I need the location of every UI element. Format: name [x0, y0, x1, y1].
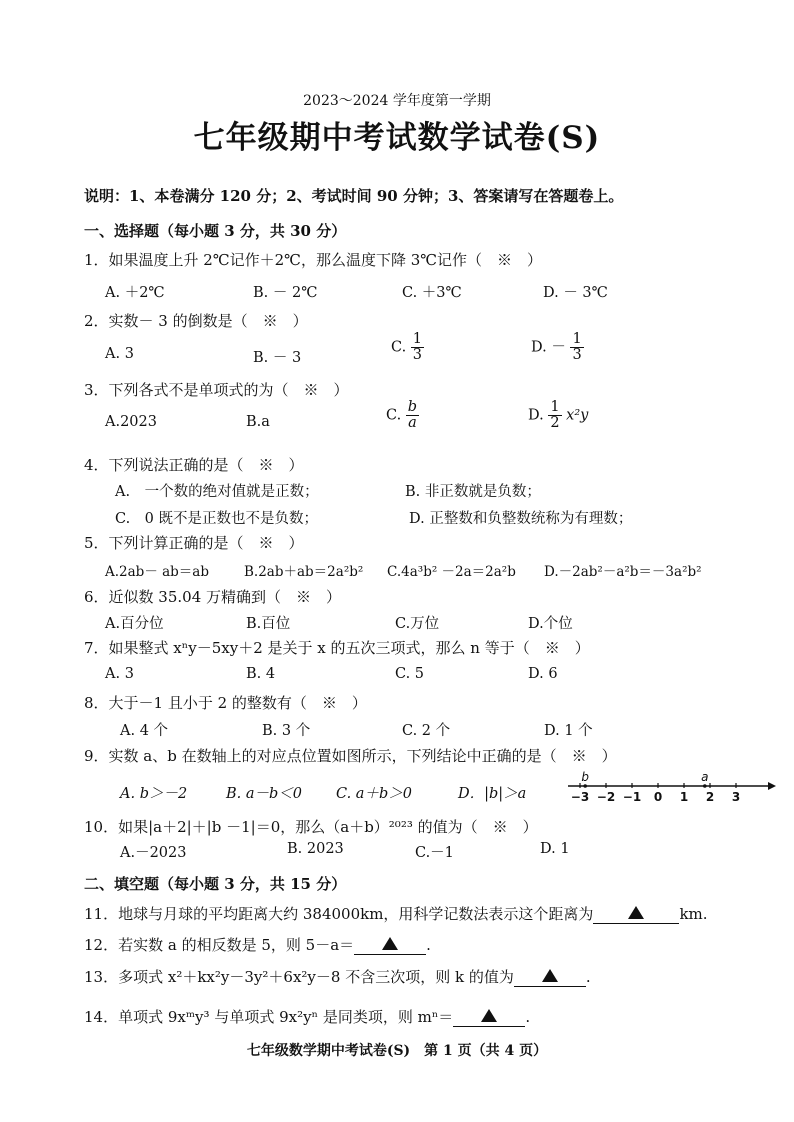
q2-option-c-letter: C.	[391, 339, 407, 356]
question-14	[84, 1006, 530, 1027]
number-line-tick-label: 0	[653, 790, 663, 804]
q6-option-c: C.万位	[395, 616, 440, 632]
q9-option-d: D．|b|＞a	[458, 786, 527, 802]
question-11	[84, 903, 708, 924]
q3-option-d-tail: x²y	[566, 407, 589, 424]
answer-blank	[453, 1008, 525, 1027]
answer-blank	[514, 968, 586, 987]
q2-option-c-fraction	[411, 332, 424, 363]
fraction-denominator: a	[408, 415, 417, 432]
number-line-point-a-label: a	[701, 770, 709, 784]
q3-option-c-fraction	[406, 400, 419, 431]
q8-option-a: A. 4 个	[120, 723, 169, 739]
question-13-end: .	[585, 968, 591, 986]
fraction-numerator: 1	[572, 331, 582, 347]
q8-option-c: C. 2 个	[402, 723, 451, 739]
number-line-tick-label: −2	[596, 790, 616, 804]
q1-option-d: D. － 3℃	[543, 285, 608, 301]
question-12	[84, 934, 431, 955]
question-6-stem: 6．近似数 35.04 万精确到（ ※ ）	[84, 588, 342, 606]
question-4-stem: 4．下列说法正确的是（ ※ ）	[84, 456, 304, 474]
fraction-denominator: 2	[550, 415, 560, 432]
q6-option-b: B.百位	[246, 616, 291, 632]
question-10-stem: 10．如果|a＋2|＋|b －1|＝0，那么（a＋b）²⁰²³ 的值为（ ※ ）	[84, 818, 538, 836]
q2-option-a: A. 3	[105, 346, 134, 362]
q6-option-d: D.个位	[528, 616, 573, 632]
question-12-end: .	[426, 936, 431, 954]
question-14-end: .	[525, 1008, 531, 1026]
question-8-stem: 8．大于－1 且小于 2 的整数有（ ※ ）	[84, 694, 367, 712]
question-1-stem: 1．如果温度上升 2℃记作＋2℃，那么温度下降 3℃记作（ ※ ）	[84, 251, 543, 269]
q7-option-d: D. 6	[528, 666, 558, 682]
fraction-denominator: 3	[412, 347, 423, 364]
q4-option-c: C. 0 既不是正数也不是负数；	[115, 511, 319, 527]
q4-option-d: D. 正整数和负整数统称为有理数；	[409, 511, 633, 527]
number-line-tick-label: 1	[679, 790, 689, 804]
q2-option-d	[531, 332, 584, 363]
number-line-tick-label: −1	[622, 790, 642, 804]
number-line-tick-label: −3	[570, 790, 590, 804]
q3-option-c	[386, 400, 419, 431]
q10-option-d: D. 1	[540, 841, 570, 857]
page-footer: 七年级数学期中考试卷(S) 第 1 页（共 4 页）	[246, 1043, 548, 1059]
q5-option-a: A.2ab－ ab＝ab	[105, 564, 209, 580]
q9-option-b: B. a－b＜0	[226, 786, 303, 802]
fraction-numerator: 1	[550, 399, 560, 415]
q5-option-c: C.4a³b² －2a＝2a²b	[387, 564, 516, 580]
q3-option-a: A.2023	[105, 414, 157, 430]
question-2-stem: 2．实数－ 3 的倒数是（ ※ ）	[84, 312, 308, 330]
q4-option-b: B. 非正数就是负数；	[405, 484, 541, 500]
q1-option-a: A. ＋2℃	[105, 285, 165, 301]
q7-option-c: C. 5	[395, 666, 425, 682]
q3-option-d-letter: D.	[528, 407, 544, 424]
q8-option-d: D. 1 个	[544, 723, 593, 739]
question-11-unit: km.	[679, 905, 708, 923]
triangle-marker-icon	[382, 937, 398, 950]
q2-option-c	[391, 332, 424, 363]
question-7-stem: 7．如果整式 xⁿy－5xy＋2 是关于 x 的五次三项式，那么 n 等于（ ※ ）	[84, 639, 590, 657]
q2-option-d-letter: D. －	[531, 339, 566, 356]
q4-option-a: A. 一个数的绝对值就是正数；	[115, 484, 319, 500]
question-3-stem: 3．下列各式不是单项式的为（ ※ ）	[84, 381, 349, 399]
question-13	[84, 966, 591, 987]
triangle-marker-icon	[481, 1009, 497, 1022]
q9-option-a: A. b＞－2	[120, 786, 188, 802]
q8-option-b: B. 3 个	[262, 723, 311, 739]
q3-option-d	[528, 400, 588, 431]
q10-option-c: C.－1	[415, 845, 454, 861]
number-line-figure	[560, 770, 776, 806]
q3-option-b: B.a	[246, 414, 270, 430]
number-line-points	[581, 770, 708, 788]
q3-option-c-letter: C.	[386, 407, 402, 424]
q1-option-b: B. － 2℃	[253, 285, 318, 301]
number-line-tick-label: 2	[705, 790, 715, 804]
q2-option-d-fraction	[570, 332, 583, 363]
q9-option-c: C. a＋b＞0	[336, 786, 412, 802]
school-year: 2023～2024 学年度第一学期	[303, 93, 491, 109]
answer-blank	[354, 936, 426, 955]
fraction-numerator: 1	[412, 331, 423, 347]
fraction-denominator: 3	[572, 347, 582, 364]
q7-option-a: A. 3	[105, 666, 134, 682]
section-choice-title: 一、选择题（每小题 3 分，共 30 分）	[84, 222, 347, 240]
section-fill-title: 二、填空题（每小题 3 分，共 15 分）	[84, 875, 347, 893]
question-11-stem: 11．地球与月球的平均距离大约 384000km，用科学记数法表示这个距离为	[84, 905, 594, 923]
question-13-stem: 13．多项式 x²＋kx²y－3y²＋6x²y－8 不含三次项，则 k 的值为	[84, 968, 514, 986]
q10-option-a: A.－2023	[120, 845, 187, 861]
question-12-stem: 12．若实数 a 的相反数是 5，则 5－a＝	[84, 936, 355, 954]
q7-option-b: B. 4	[246, 666, 276, 682]
q5-option-b: B.2ab＋ab＝2a²b²	[244, 564, 364, 580]
number-line-point-a	[703, 784, 707, 788]
number-line-arrow-icon	[768, 782, 776, 790]
q6-option-a: A.百分位	[105, 616, 164, 632]
fraction-numerator: b	[407, 399, 418, 415]
q1-option-c: C. ＋3℃	[402, 285, 462, 301]
answer-blank	[593, 905, 679, 924]
triangle-marker-icon	[542, 969, 558, 982]
q3-option-d-fraction	[548, 400, 561, 431]
number-line-point-b	[583, 784, 587, 788]
number-line-tick-label: 3	[731, 790, 741, 804]
triangle-marker-icon	[628, 906, 644, 919]
q10-option-b: B. 2023	[287, 841, 344, 857]
q2-option-b: B. － 3	[253, 350, 302, 366]
question-5-stem: 5．下列计算正确的是（ ※ ）	[84, 534, 304, 552]
exam-title: 七年级期中考试数学试卷(S)	[193, 120, 601, 156]
q5-option-d: D.－2ab²－a²b＝－3a²b²	[544, 564, 702, 580]
exam-instructions: 说明：1、本卷满分 120 分；2、考试时间 90 分钟；3、答案请写在答题卷上。	[84, 187, 624, 205]
question-14-stem: 14．单项式 9xᵐy³ 与单项式 9x²yⁿ 是同类项，则 mⁿ＝	[84, 1008, 454, 1026]
number-line-point-b-label: b	[581, 770, 590, 784]
question-9-stem: 9．实数 a、b 在数轴上的对应点位置如图所示，下列结论中正确的是（ ※ ）	[84, 747, 617, 765]
